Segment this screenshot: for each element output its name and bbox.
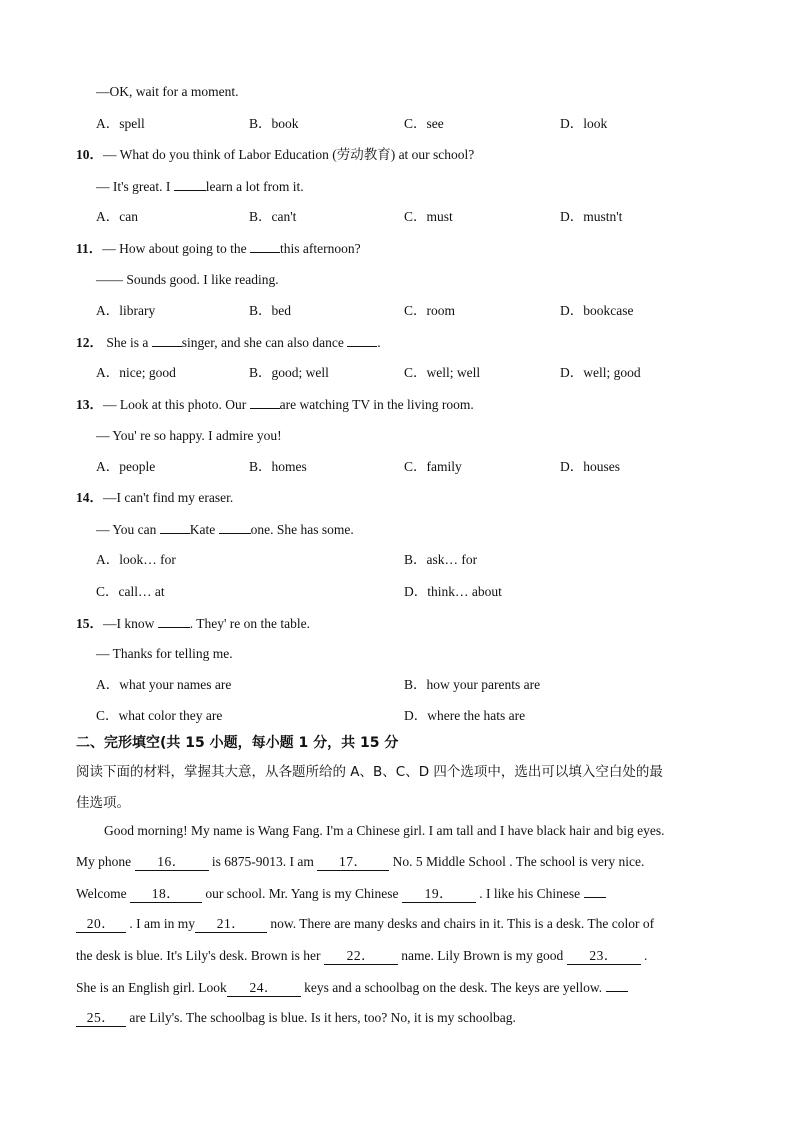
passage-line-1: Good morning! My name is Wang Fang. I'm a Chinese girl. I am tall and I have black hair and big eyes.: [104, 823, 665, 838]
cloze-blank-23[interactable]: 23．: [567, 948, 641, 965]
answer-blank[interactable]: [160, 521, 190, 534]
q15-line2: — Thanks for telling me.: [96, 646, 233, 661]
q14-line2-part1: — You can: [96, 522, 160, 537]
q15-line1-part1: —I know: [103, 616, 158, 631]
q13-line2: — You' re so happy. I admire you!: [96, 428, 282, 443]
q14-line1: —I can't find my eraser.: [103, 490, 234, 505]
q11-option-c[interactable]: C．room: [404, 303, 456, 318]
q10-option-b[interactable]: B．can't: [249, 209, 297, 224]
passage-text: name. Lily Brown is my good: [397, 948, 567, 963]
q10-line2-part2: learn a lot from it.: [205, 179, 304, 194]
passage-text: . I am in my: [126, 916, 195, 931]
q9-option-d[interactable]: D．look: [560, 116, 608, 131]
passage-line-5: [76, 948, 647, 965]
q11-option-b[interactable]: B．bed: [249, 303, 291, 318]
passage-line-3: [76, 885, 606, 903]
cloze-blank-22[interactable]: 22．: [324, 948, 398, 965]
answer-blank[interactable]: [152, 334, 182, 347]
q13-line1-part1: — Look at this photo. Our: [103, 397, 250, 412]
q12-option-a[interactable]: A．nice; good: [96, 365, 176, 380]
q10-stem: [76, 147, 474, 163]
q9-option-c[interactable]: C．see: [404, 116, 444, 131]
q10-line1: — What do you think of Labor Education (劳动教育) at our school?: [103, 147, 475, 162]
passage-text: the desk is blue. It's Lily's desk. Brown is her: [76, 948, 324, 963]
passage-text: .: [640, 948, 648, 963]
q11-line2: —— Sounds good. I like reading.: [96, 272, 279, 287]
q10-line2-part1: — It's great. I: [96, 179, 174, 194]
q12-option-d[interactable]: D．well; good: [560, 365, 641, 380]
q9-option-b[interactable]: B．book: [249, 116, 299, 131]
q13-stem: [76, 396, 474, 413]
passage-line-4: [76, 916, 654, 933]
q11-number: 11．: [76, 241, 103, 256]
section-title: 二、完形填空(共 15 小题，每小题 1 分，共 15 分: [76, 735, 399, 751]
cloze-blank-16[interactable]: 16．: [135, 854, 209, 871]
cloze-blank-20-start[interactable]: [584, 885, 606, 898]
cloze-blank-17[interactable]: 17．: [317, 854, 389, 871]
q14-option-b[interactable]: B．ask… for: [404, 552, 478, 567]
q13-option-c[interactable]: C．family: [404, 459, 462, 474]
answer-blank[interactable]: [347, 334, 377, 347]
q11-line1-part1: — How about going to the: [102, 241, 251, 256]
q13-option-a[interactable]: A．people: [96, 459, 156, 474]
q14-line2-part2: Kate: [189, 522, 219, 537]
section-instruction-line2: 佳选项。: [76, 795, 130, 811]
q10-line2: [96, 178, 304, 195]
q12-option-c[interactable]: C．well; well: [404, 365, 481, 380]
section-instruction-line1: 阅读下面的材料，掌握其大意，从各题所给的 A、B、C、D 四个选项中，选出可以填入空白处的最: [76, 764, 663, 780]
q10-option-c[interactable]: C．must: [404, 209, 453, 224]
q13-line1-part2: are watching TV in the living room.: [279, 397, 474, 412]
q13-option-d[interactable]: D．houses: [560, 459, 620, 474]
passage-text: is 6875-9013. I am: [208, 854, 318, 869]
q14-line2-part3: one. She has some.: [250, 522, 354, 537]
q14-line2: [96, 521, 354, 538]
passage-text: now. There are many desks and chairs in it. This is a desk. The color of: [267, 916, 655, 931]
cloze-blank-18[interactable]: 18．: [130, 886, 202, 903]
q12-line1-part2: singer, and she can also dance: [181, 335, 348, 350]
q9-option-a[interactable]: A．spell: [96, 116, 145, 131]
answer-blank[interactable]: [219, 521, 251, 534]
passage-line-7: [76, 1010, 516, 1027]
q12-number: 12．: [76, 335, 103, 350]
answer-blank[interactable]: [174, 178, 206, 191]
cloze-blank-25[interactable]: 25．: [76, 1010, 126, 1027]
q14-number: 14．: [76, 490, 103, 505]
passage-line-2: [76, 854, 644, 871]
cloze-blank-20[interactable]: 20．: [76, 916, 126, 933]
q15-option-c[interactable]: C．what color they are: [96, 708, 223, 723]
q15-number: 15．: [76, 616, 103, 631]
passage-text: No. 5 Middle School . The school is very nice.: [389, 854, 645, 869]
q10-option-a[interactable]: A．can: [96, 209, 138, 224]
passage-text: keys and a schoolbag on the desk. The keys are yellow.: [300, 980, 606, 995]
q11-stem: [76, 240, 361, 257]
q15-line1-part2: . They' re on the table.: [189, 616, 311, 631]
q9-reply: —OK, wait for a moment.: [96, 84, 239, 99]
q10-option-d[interactable]: D．mustn't: [560, 209, 623, 224]
cloze-blank-24[interactable]: 24．: [227, 980, 301, 997]
q12-stem: [76, 334, 381, 351]
passage-text: our school. Mr. Yang is my Chinese: [202, 886, 402, 901]
q15-option-a[interactable]: A．what your names are: [96, 677, 232, 692]
q12-line1-part1: She is a: [103, 335, 152, 350]
answer-blank[interactable]: [250, 240, 280, 253]
q11-line1-part2: this afternoon?: [280, 241, 361, 256]
passage-text: Welcome: [76, 886, 131, 901]
q12-line1-part3: .: [377, 335, 381, 350]
q15-stem: [76, 615, 310, 632]
passage-line-6: [76, 979, 628, 997]
passage-text: She is an English girl. Look: [76, 980, 227, 995]
passage-text: . I like his Chinese: [475, 886, 584, 901]
passage-text: are Lily's. The schoolbag is blue. Is it hers, too? No, it is my schoolbag.: [126, 1010, 516, 1025]
q13-number: 13．: [76, 397, 103, 412]
q10-number: 10．: [76, 147, 103, 162]
q11-option-a[interactable]: A．library: [96, 303, 156, 318]
q15-option-d[interactable]: D．where the hats are: [404, 708, 526, 723]
q11-option-d[interactable]: D．bookcase: [560, 303, 634, 318]
answer-blank[interactable]: [250, 396, 280, 409]
cloze-blank-21[interactable]: 21．: [195, 916, 267, 933]
q15-option-b[interactable]: B．how your parents are: [404, 677, 541, 692]
q14-option-a[interactable]: A．look… for: [96, 552, 176, 567]
passage-text: My phone: [76, 854, 135, 869]
answer-blank[interactable]: [158, 615, 190, 628]
cloze-blank-19[interactable]: 19．: [402, 886, 476, 903]
q14-option-d[interactable]: D．think… about: [404, 584, 502, 599]
q14-option-c[interactable]: C．call… at: [96, 584, 165, 599]
q14-stem: [76, 490, 233, 506]
q13-option-b[interactable]: B．homes: [249, 459, 307, 474]
q12-option-b[interactable]: B．good; well: [249, 365, 329, 380]
cloze-blank-25-start[interactable]: [606, 979, 628, 992]
